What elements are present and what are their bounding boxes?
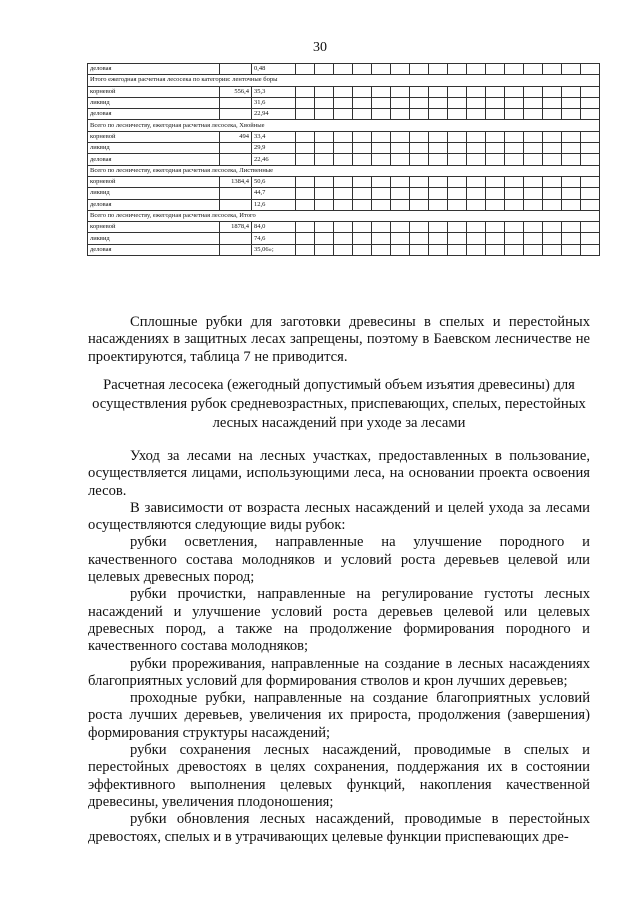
empty-cell [581, 244, 600, 255]
empty-cell [524, 131, 543, 142]
value-cell: 84,0 [252, 222, 296, 233]
table-row [88, 176, 600, 187]
list-item-passage-felling: проходные рубки, направленные на создание благоприятных условий роста лучших деревьев, увеличения их прироста, продолжения (завершения) формирования структуры насаждений; [88, 690, 590, 741]
empty-cell [353, 154, 372, 165]
empty-cell [448, 86, 467, 97]
empty-cell [410, 64, 429, 75]
empty-cell [334, 176, 353, 187]
table-row [88, 222, 600, 233]
empty-cell [372, 64, 391, 75]
table-section-row [88, 75, 600, 86]
empty-cell [505, 154, 524, 165]
empty-cell [505, 109, 524, 120]
section-label: Всего по лесничеству, ежегодная расчетная лесосека, Итого [88, 210, 600, 221]
empty-cell [581, 143, 600, 154]
empty-cell [505, 188, 524, 199]
empty-cell [391, 199, 410, 210]
row-label: деловая [88, 244, 220, 255]
empty-cell [429, 131, 448, 142]
area-cell [220, 154, 252, 165]
empty-cell [467, 176, 486, 187]
empty-cell [448, 143, 467, 154]
table-row [88, 188, 600, 199]
empty-cell [315, 222, 334, 233]
empty-cell [543, 199, 562, 210]
area-cell: 1384,4 [220, 176, 252, 187]
empty-cell [315, 244, 334, 255]
empty-cell [353, 109, 372, 120]
empty-cell [524, 233, 543, 244]
table-row [88, 97, 600, 108]
empty-cell [543, 143, 562, 154]
empty-cell [353, 199, 372, 210]
empty-cell [353, 97, 372, 108]
paragraph-care-body [88, 448, 590, 846]
table-row [88, 199, 600, 210]
table-row [88, 244, 600, 255]
empty-cell [467, 199, 486, 210]
empty-cell [467, 233, 486, 244]
empty-cell [410, 233, 429, 244]
value-cell: 35,06»; [252, 244, 296, 255]
empty-cell [410, 176, 429, 187]
empty-cell [391, 143, 410, 154]
empty-cell [334, 188, 353, 199]
empty-cell [524, 222, 543, 233]
area-cell [220, 199, 252, 210]
empty-cell [296, 86, 315, 97]
empty-cell [296, 222, 315, 233]
empty-cell [391, 233, 410, 244]
empty-cell [410, 199, 429, 210]
empty-cell [315, 188, 334, 199]
empty-cell [429, 176, 448, 187]
empty-cell [505, 233, 524, 244]
empty-cell [581, 222, 600, 233]
section-label: Всего по лесничеству, ежегодная расчетная лесосека, Хвойные [88, 120, 600, 131]
area-cell [220, 64, 252, 75]
empty-cell [391, 188, 410, 199]
empty-cell [486, 176, 505, 187]
row-label: ликвид [88, 188, 220, 199]
empty-cell [410, 244, 429, 255]
empty-cell [543, 176, 562, 187]
empty-cell [410, 86, 429, 97]
empty-cell [315, 199, 334, 210]
area-cell [220, 97, 252, 108]
row-label: деловая [88, 64, 220, 75]
row-label: ликвид [88, 97, 220, 108]
empty-cell [334, 233, 353, 244]
page-number: 30 [313, 40, 327, 55]
table-row [88, 233, 600, 244]
list-item-renewal-felling: рубки обновления лесных насаждений, проводимые в перестойных древостоях, спелых и в утрачивающих целевые функции приспевающих дре- [88, 811, 590, 845]
empty-cell [410, 154, 429, 165]
empty-cell [296, 176, 315, 187]
empty-cell [334, 154, 353, 165]
table-section-row [88, 165, 600, 176]
area-cell [220, 233, 252, 244]
empty-cell [353, 143, 372, 154]
empty-cell [448, 233, 467, 244]
empty-cell [467, 222, 486, 233]
row-label: корневой [88, 222, 220, 233]
empty-cell [543, 131, 562, 142]
empty-cell [562, 233, 581, 244]
area-cell: 556,4 [220, 86, 252, 97]
empty-cell [353, 222, 372, 233]
table-row [88, 86, 600, 97]
empty-cell [410, 222, 429, 233]
table-row [88, 131, 600, 142]
empty-cell [391, 154, 410, 165]
empty-cell [429, 64, 448, 75]
paragraph-felling-types-intro: В зависимости от возраста лесных насаждений и целей ухода за лесами осуществляются следующие виды рубок: [88, 499, 590, 534]
empty-cell [448, 199, 467, 210]
area-cell: 1878,4 [220, 222, 252, 233]
empty-cell [315, 176, 334, 187]
empty-cell [372, 222, 391, 233]
empty-cell [410, 97, 429, 108]
row-label: деловая [88, 199, 220, 210]
empty-cell [486, 109, 505, 120]
empty-cell [353, 188, 372, 199]
empty-cell [562, 97, 581, 108]
section-label: Всего по лесничеству, ежегодная расчетная лесосека, Лиственные [88, 165, 600, 176]
list-item-preservation-felling: рубки сохранения лесных насаждений, проводимые в спелых и перестойных древостоях в целях сохранения, поддержания их в состоянии эффективного выполнения целевых функций, накопления качественной древесины, увеличения плодоношения; [88, 742, 590, 810]
empty-cell [429, 97, 448, 108]
empty-cell [543, 233, 562, 244]
empty-cell [391, 86, 410, 97]
empty-cell [505, 222, 524, 233]
empty-cell [505, 199, 524, 210]
empty-cell [581, 176, 600, 187]
empty-cell [562, 64, 581, 75]
empty-cell [372, 154, 391, 165]
empty-cell [562, 199, 581, 210]
table-section-row [88, 210, 600, 221]
value-cell: 12,6 [252, 199, 296, 210]
empty-cell [486, 233, 505, 244]
paragraph-clear-cut-prohibited: Сплошные рубки для заготовки древесины в спелых и перестойных насаждениях в защитных лесах запрещены, поэтому в Баевском лесничестве не проектируются, таблица 7 не приводится. [88, 314, 590, 365]
empty-cell [581, 109, 600, 120]
empty-cell [524, 188, 543, 199]
empty-cell [486, 188, 505, 199]
empty-cell [562, 131, 581, 142]
empty-cell [486, 143, 505, 154]
empty-cell [524, 154, 543, 165]
empty-cell [448, 131, 467, 142]
empty-cell [353, 86, 372, 97]
empty-cell [315, 143, 334, 154]
empty-cell [467, 244, 486, 255]
empty-cell [505, 143, 524, 154]
empty-cell [543, 109, 562, 120]
empty-cell [353, 244, 372, 255]
value-cell: 74,6 [252, 233, 296, 244]
table-row [88, 154, 600, 165]
empty-cell [334, 244, 353, 255]
empty-cell [524, 199, 543, 210]
empty-cell [429, 154, 448, 165]
empty-cell [448, 244, 467, 255]
empty-cell [505, 176, 524, 187]
empty-cell [524, 143, 543, 154]
empty-cell [334, 109, 353, 120]
row-label: корневой [88, 86, 220, 97]
empty-cell [467, 143, 486, 154]
value-cell: 29,9 [252, 143, 296, 154]
empty-cell [429, 143, 448, 154]
empty-cell [315, 131, 334, 142]
value-cell: 22,94 [252, 109, 296, 120]
empty-cell [505, 131, 524, 142]
empty-cell [296, 131, 315, 142]
empty-cell [372, 97, 391, 108]
empty-cell [448, 188, 467, 199]
value-cell: 31,6 [252, 97, 296, 108]
empty-cell [391, 131, 410, 142]
empty-cell [334, 143, 353, 154]
area-cell [220, 188, 252, 199]
empty-cell [581, 154, 600, 165]
empty-cell [391, 64, 410, 75]
empty-cell [334, 97, 353, 108]
empty-cell [524, 176, 543, 187]
empty-cell [562, 143, 581, 154]
empty-cell [467, 86, 486, 97]
empty-cell [391, 97, 410, 108]
empty-cell [505, 64, 524, 75]
empty-cell [372, 199, 391, 210]
list-item-thinning-felling: рубки прореживания, направленные на создание в лесных насаждениях благоприятных условий для формирования стволов и крон лучших деревьев; [88, 655, 590, 689]
empty-cell [562, 154, 581, 165]
empty-cell [315, 109, 334, 120]
empty-cell [372, 188, 391, 199]
empty-cell [562, 188, 581, 199]
row-label: корневой [88, 131, 220, 142]
row-label: корневой [88, 176, 220, 187]
empty-cell [315, 64, 334, 75]
empty-cell [353, 131, 372, 142]
empty-cell [296, 188, 315, 199]
row-label: деловая [88, 154, 220, 165]
empty-cell [562, 109, 581, 120]
empty-cell [429, 199, 448, 210]
empty-cell [581, 64, 600, 75]
value-cell: 44,7 [252, 188, 296, 199]
row-label: ликвид [88, 233, 220, 244]
empty-cell [334, 86, 353, 97]
empty-cell [467, 188, 486, 199]
empty-cell [581, 233, 600, 244]
area-cell: 494 [220, 131, 252, 142]
empty-cell [486, 64, 505, 75]
empty-cell [429, 109, 448, 120]
empty-cell [486, 154, 505, 165]
empty-cell [448, 222, 467, 233]
empty-cell [410, 109, 429, 120]
empty-cell [562, 222, 581, 233]
list-item-clarification-felling: рубки осветления, направленные на улучшение породного и качественного состава молодняков и условий роста деревьев целевой или целевых древесных пород; [88, 534, 590, 586]
empty-cell [315, 86, 334, 97]
empty-cell [486, 222, 505, 233]
area-cell [220, 244, 252, 255]
empty-cell [372, 143, 391, 154]
empty-cell [410, 188, 429, 199]
row-label: деловая [88, 109, 220, 120]
empty-cell [505, 97, 524, 108]
empty-cell [334, 199, 353, 210]
empty-cell [391, 176, 410, 187]
empty-cell [486, 86, 505, 97]
empty-cell [505, 86, 524, 97]
section-heading: Расчетная лесосека (ежегодный допустимый объем изъятия древесины) для осуществления рубок средневозрастных, приспевающих, спелых, перестойных лесных насаждений при уходе за лесами [92, 377, 586, 431]
empty-cell [505, 244, 524, 255]
empty-cell [353, 176, 372, 187]
empty-cell [315, 97, 334, 108]
empty-cell [372, 176, 391, 187]
empty-cell [372, 244, 391, 255]
value-cell: 22,46 [252, 154, 296, 165]
empty-cell [543, 154, 562, 165]
empty-cell [467, 109, 486, 120]
empty-cell [353, 64, 372, 75]
empty-cell [429, 86, 448, 97]
section-label: Итого ежегодная расчетная лесосека по категории: ленточные боры [88, 75, 600, 86]
empty-cell [353, 233, 372, 244]
allowable-cut-table [87, 63, 600, 256]
value-cell: 35,3 [252, 86, 296, 97]
empty-cell [334, 222, 353, 233]
empty-cell [581, 199, 600, 210]
empty-cell [410, 143, 429, 154]
empty-cell [543, 222, 562, 233]
table-row [88, 143, 600, 154]
empty-cell [315, 154, 334, 165]
empty-cell [581, 86, 600, 97]
empty-cell [391, 109, 410, 120]
empty-cell [448, 64, 467, 75]
empty-cell [448, 109, 467, 120]
area-cell [220, 143, 252, 154]
empty-cell [315, 233, 334, 244]
empty-cell [429, 244, 448, 255]
empty-cell [448, 176, 467, 187]
empty-cell [429, 233, 448, 244]
empty-cell [296, 244, 315, 255]
empty-cell [467, 97, 486, 108]
empty-cell [372, 109, 391, 120]
empty-cell [581, 131, 600, 142]
empty-cell [372, 86, 391, 97]
empty-cell [543, 244, 562, 255]
area-cell [220, 109, 252, 120]
empty-cell [429, 188, 448, 199]
empty-cell [334, 64, 353, 75]
paragraph-care-users: Уход за лесами на лесных участках, предоставленных в пользование, осуществляется лицами, использующими леса, на основании проекта освоения лесов. [88, 448, 590, 499]
value-cell: 33,4 [252, 131, 296, 142]
empty-cell [524, 109, 543, 120]
empty-cell [296, 64, 315, 75]
empty-cell [486, 97, 505, 108]
empty-cell [410, 131, 429, 142]
table-row [88, 109, 600, 120]
empty-cell [543, 86, 562, 97]
empty-cell [524, 244, 543, 255]
value-cell: 0,48 [252, 64, 296, 75]
empty-cell [391, 244, 410, 255]
empty-cell [372, 233, 391, 244]
empty-cell [581, 188, 600, 199]
empty-cell [524, 97, 543, 108]
empty-cell [296, 199, 315, 210]
empty-cell [524, 64, 543, 75]
list-item-cleaning-felling: рубки прочистки, направленные на регулирование густоты лесных насаждений и улучшение условий роста деревьев целевой или целевых древесных пород, а также на продолжение формирования породного и качественного состава молодняков; [88, 586, 590, 655]
empty-cell [391, 222, 410, 233]
empty-cell [429, 222, 448, 233]
empty-cell [448, 154, 467, 165]
empty-cell [296, 233, 315, 244]
empty-cell [543, 97, 562, 108]
empty-cell [562, 176, 581, 187]
row-label: ликвид [88, 143, 220, 154]
empty-cell [448, 97, 467, 108]
empty-cell [486, 199, 505, 210]
empty-cell [296, 143, 315, 154]
empty-cell [467, 64, 486, 75]
empty-cell [467, 131, 486, 142]
empty-cell [296, 109, 315, 120]
empty-cell [296, 154, 315, 165]
empty-cell [334, 131, 353, 142]
empty-cell [372, 131, 391, 142]
empty-cell [486, 244, 505, 255]
empty-cell [524, 86, 543, 97]
value-cell: 50,6 [252, 176, 296, 187]
empty-cell [562, 86, 581, 97]
empty-cell [467, 154, 486, 165]
table-section-row [88, 120, 600, 131]
empty-cell [543, 188, 562, 199]
empty-cell [543, 64, 562, 75]
empty-cell [562, 244, 581, 255]
empty-cell [486, 131, 505, 142]
empty-cell [296, 97, 315, 108]
table-row [88, 64, 600, 75]
empty-cell [581, 97, 600, 108]
